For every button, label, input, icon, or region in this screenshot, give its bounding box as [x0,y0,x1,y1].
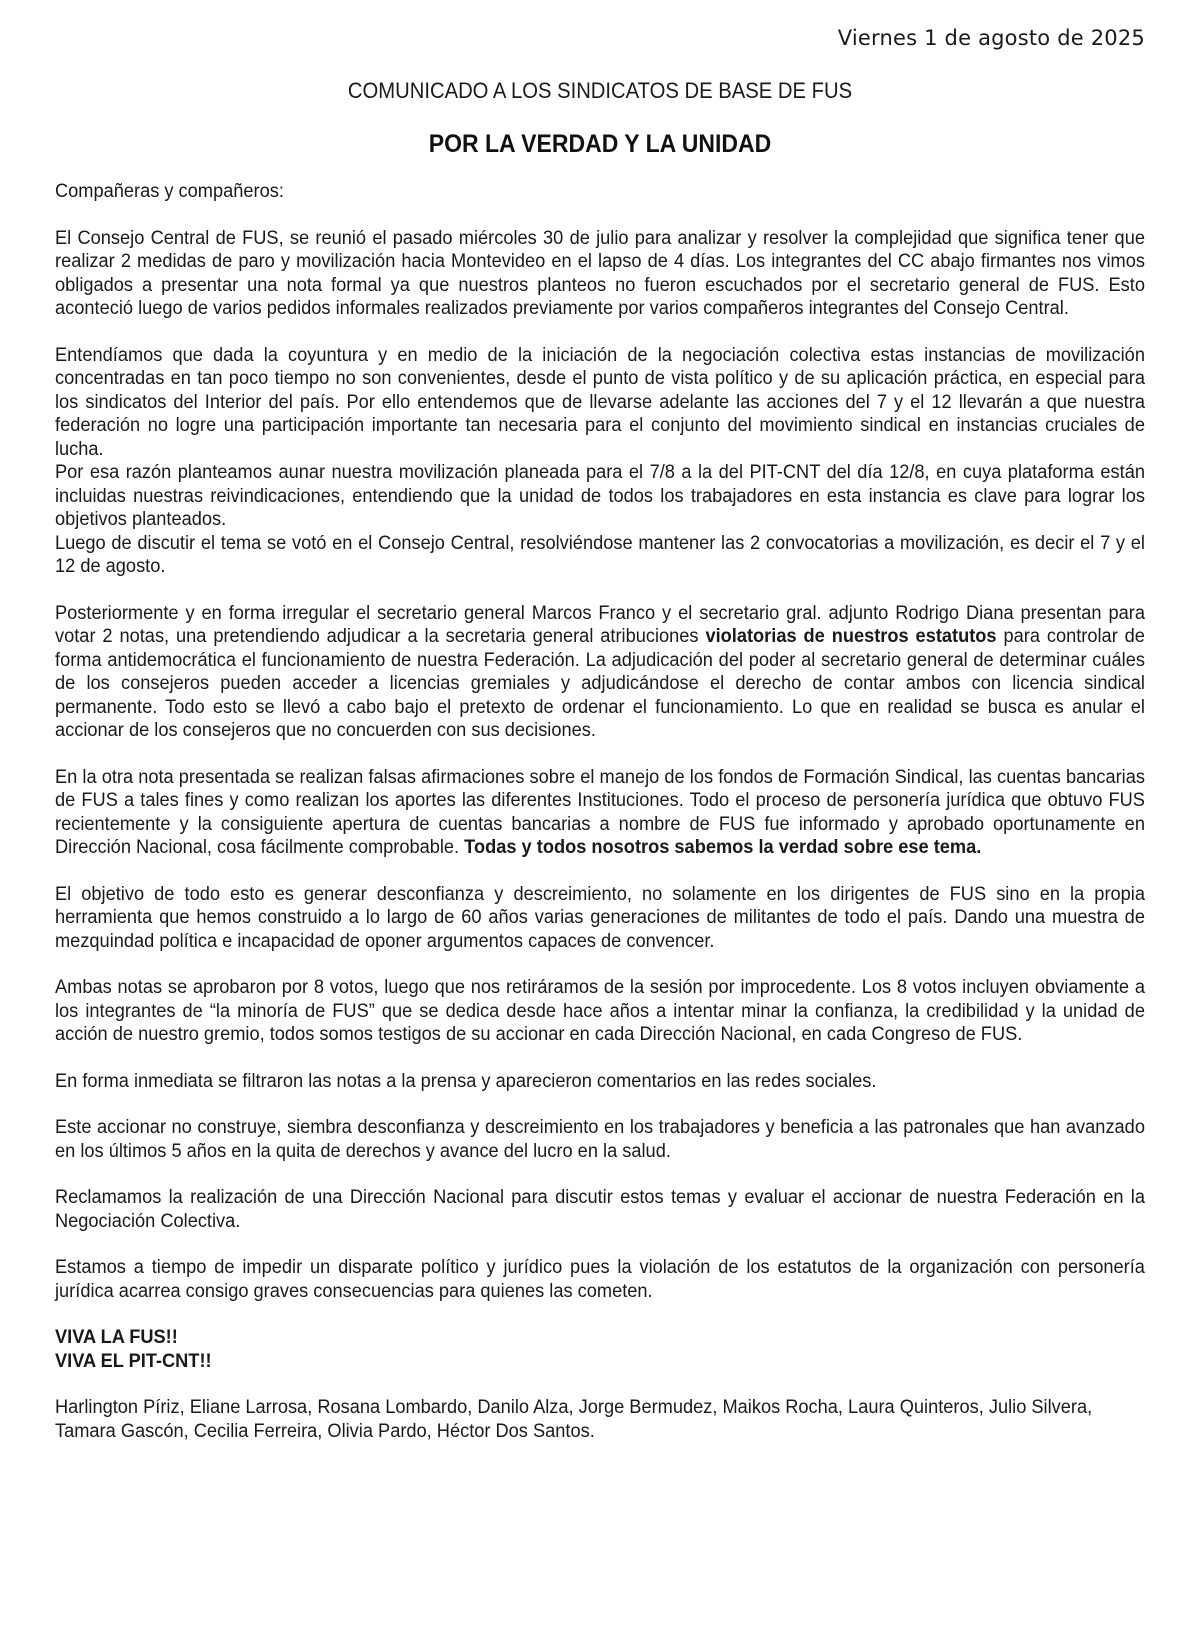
document-subtitle: COMUNICADO A LOS SINDICATOS DE BASE DE FUS [347,78,853,103]
paragraph-5: El objetivo de todo esto es generar desconfianza y descreimiento, no solamente en los dirigentes de FUS sino en la propia herramienta que hemos construido a lo largo de 60 años varias generaciones de militantes de todo el país. Dando una muestra de mezquindad política e incapacidad de oponer argumentos capaces de convencer. [55,882,1145,952]
cheer-fus: VIVA LA FUS!! [55,1326,178,1348]
paragraph-2c: Luego de discutir el tema se votó en el Consejo Central, resolviéndose mantener las 2 convocatorias a movilización, es decir el 7 y el 12 de agosto. [55,531,1145,577]
document-title: POR LA VERDAD Y LA UNIDAD [428,130,772,158]
paragraph-4-emphasis: Todas y todos nosotros sabemos la verdad sobre ese tema. [464,836,982,858]
cheer-pit-cnt: VIVA EL PIT-CNT!! [55,1349,212,1372]
paragraph-8: Este accionar no construye, siembra desconfianza y descreimiento en los trabajadores y beneficia a las patronales que han avanzado en los últimos 5 años en la quita de derechos y avance del lucro en la salud. [55,1116,1145,1162]
document-body [55,180,1145,1443]
paragraph-3-emphasis: violatorias de nuestros estatutos [705,625,997,647]
paragraph-3-text: Posteriormente y en forma irregular el secretario general Marcos Franco y el secretario gral. adjunto Rodrigo Diana presentan para votar 2 notas, una pretendiendo adjudicar a la secretaria general atribuciones [55,601,1145,647]
paragraph-4-text: En la otra nota presentada se realizan falsas afirmaciones sobre el manejo de los fondos de Formación Sindical, las cuentas bancarias de FUS a tales fines y como realizan los aportes las diferentes Instituciones. Todo el proceso de personería jurídica que obtuvo FUS recientemente y la consiguiente apertura de cuentas bancarias a nombre de FUS fue informado y aprobado oportunamente en Dirección Nacional, cosa fácilmente comprobable. [55,765,1145,858]
paragraph-2b: Por esa razón planteamos aunar nuestra movilización planeada para el 7/8 a la del PIT-CNT del día 12/8, en cuya plataforma están incluidas nuestras reivindicaciones, entendiendo que la unidad de todos los trabajadores en esta instancia es clave para lograr los objetivos planteados. [55,461,1145,530]
paragraph-7: En forma inmediata se filtraron las notas a la prensa y aparecieron comentarios en las redes sociales. [55,1069,877,1092]
document-date: Viernes 1 de agosto de 2025 [837,26,1145,50]
paragraph-2a: Entendíamos que dada la coyuntura y en medio de la iniciación de la negociación colectiva estas instancias de movilización concentradas en tan poco tiempo no son convenientes, desde el punto de vista político y de su aplicación práctica, en especial para los sindicatos del Interior del país. Por ello entendemos que de llevarse adelante las acciones del 7 y el 12 llevarán a que nuestra federación no logre una participación importante tan necesaria para el conjunto del movimiento sindical en instancias cruciales de lucha. [55,343,1145,460]
paragraph-3-text-end: para controlar de forma antidemocrática el funcionamiento de nuestra Federación. La adjudicación del poder al secretario general de determinar cuáles de los consejeros pueden acceder a licencias gremiales y adjudicándose el derecho de contar ambos con licencia sindical permanente. Todo esto se llevó a cabo bajo el pretexto de ordenar el funcionamiento. Lo que en realidad se busca es anular el accionar de los consejeros que no concuerden con sus decisiones. [55,625,1145,741]
paragraph-10: Estamos a tiempo de impedir un disparate político y jurídico pues la violación de los estatutos de la organización con personería jurídica acarrea consigo graves consecuencias para quienes las cometen. [55,1256,1145,1302]
greeting: Compañeras y compañeros: [55,180,284,202]
signatories: Harlington Píriz, Eliane Larrosa, Rosana Lombardo, Danilo Alza, Jorge Bermudez, Maikos Rocha, Laura Quinteros, Julio Silvera, Tamara Gascón, Cecilia Ferreira, Olivia Pardo, Héctor Dos Santos. [55,1396,1093,1442]
paragraph-1: El Consejo Central de FUS, se reunió el pasado miércoles 30 de julio para analizar y resolver la complejidad que significa tener que realizar 2 medidas de paro y movilización hacia Montevideo en el lapso de 4 días. Los integrantes del CC abajo firmantes nos vimos obligados a presentar una nota formal ya que nuestros planteos no fueron escuchados por el secretario general de FUS. Esto aconteció luego de varios pedidos informales realizados previamente por varios compañeros integrantes del Consejo Central. [55,226,1145,319]
paragraph-9: Reclamamos la realización de una Dirección Nacional para discutir estos temas y evaluar el accionar de nuestra Federación en la Negociación Colectiva. [55,1186,1145,1232]
paragraph-3 [55,602,1145,743]
paragraph-4 [55,766,1145,860]
paragraph-6: Ambas notas se aprobaron por 8 votos, luego que nos retiráramos de la sesión por improcedente. Los 8 votos incluyen obviamente a los integrantes de “la minoría de FUS” que se dedica desde hace años a intentar minar la confianza, la credibilidad y la unidad de acción de nuestro gremio, todos somos testigos de su accionar en cada Dirección Nacional, en cada Congreso de FUS. [55,976,1145,1045]
